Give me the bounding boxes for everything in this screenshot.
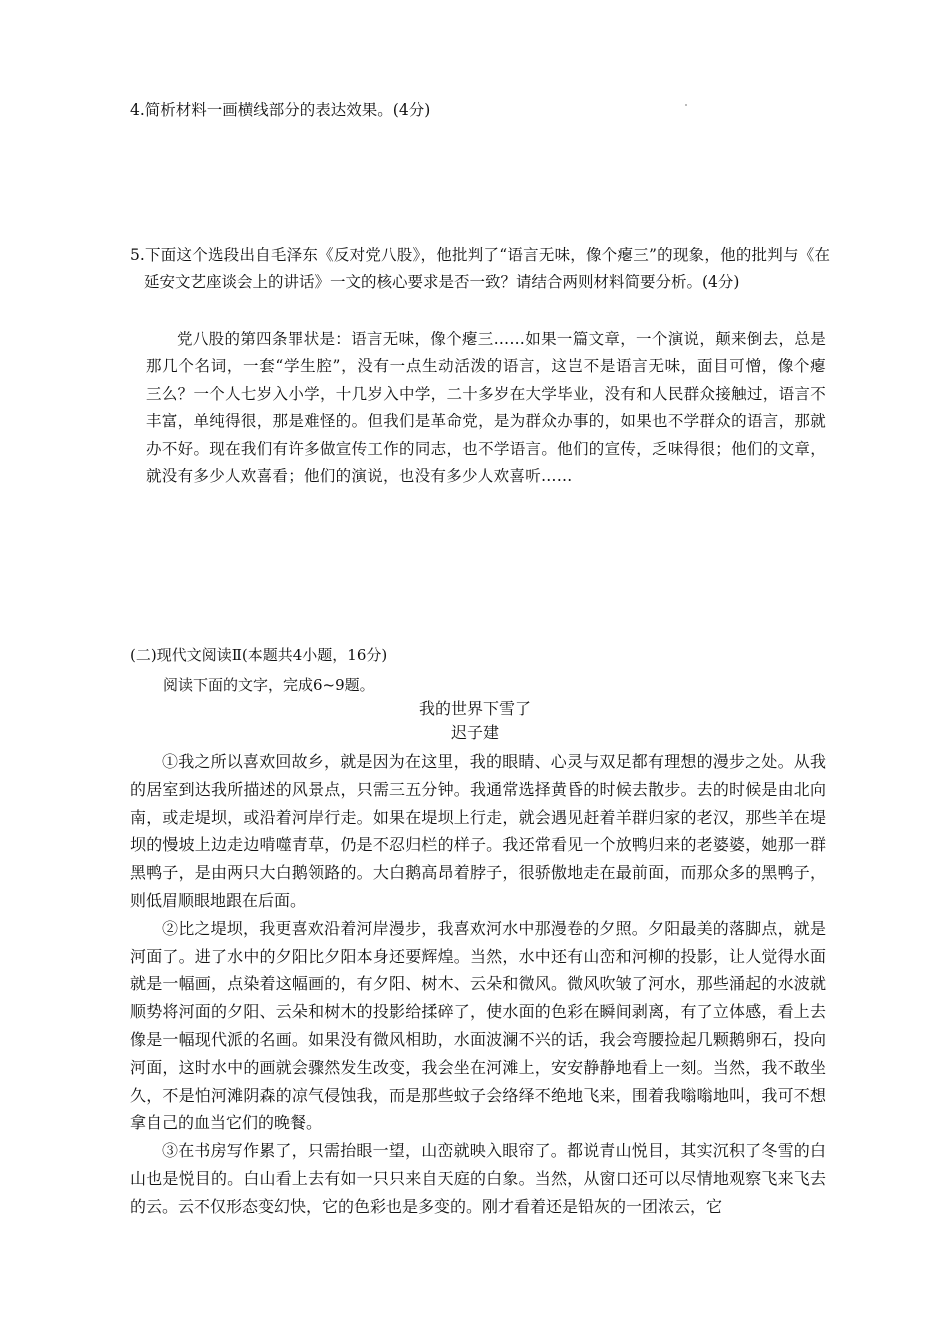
stray-mark <box>685 104 687 106</box>
question-4-text: 4.简析材料一画横线部分的表达效果。(4分) <box>130 101 431 119</box>
article-author: 迟子建 <box>450 723 499 742</box>
article-title: 我的世界下雪了 <box>418 699 531 718</box>
article-paragraph-3: ③在书房写作累了，只需抬眼一望，山峦就映入眼帘了。都说青山悦目，其实沉积了冬雪的白山也是悦目的。白山看上去有如一只只来自天庭的白象。当然，从窗口还可以尽情地观察飞来飞去的云。云不仅形态变幻快，它的色彩也是多变的。刚才看着还是铅灰的一团浓云，它 <box>130 1141 826 1216</box>
section-2-instruction: 阅读下面的文字，完成6~9题。 <box>163 676 375 694</box>
article-paragraph-2: ②比之堤坝，我更喜欢沿着河岸漫步，我喜欢河水中那漫卷的夕照。夕阳最美的落脚点，就是河面了。进了水中的夕阳比夕阳本身还要辉煌。当然，水中还有山峦和河柳的投影，让人觉得水面就是一幅画，点染着这幅画的，有夕阳、树木、云朵和微风。微风吹皱了河水，那些涌起的水波就顺势将河面的夕阳、云朵和树木的投影给揉碎了，使水面的色彩在瞬间剥离，有了立体感，看上去像是一幅现代派的名画。如果没有微风相助，水面波澜不兴的话，我会弯腰捡起几颗鹅卵石，投向河面，这时水中的画就会骤然发生改变，我会坐在河滩上，安安静静地看上一刻。当然，我不敢坐久，不是怕河滩阴森的凉气侵蚀我，而是那些蚊子会络绎不绝地飞来，围着我嗡嗡地叫，我可不想拿自己的血当它们的晚餐。 <box>130 918 826 1133</box>
article-paragraph-1: ①我之所以喜欢回故乡，就是因为在这里，我的眼睛、心灵与双足都有理想的漫步之处。从我的居室到达我所描述的风景点，只需三五分钟。我通常选择黄昏的时候去散步。去的时候是由北向南，或走堤坝，或沿着河岸行走。如果在堤坝上行走，就会遇见赶着羊群归家的老汉，那些羊在堤坝的慢坡上边走边啃噬青草，仍是不忍归栏的样子。我还常看见一个放鸭归来的老婆婆，她那一群黑鸭子，是由两只大白鹅领路的。大白鹅高昂着脖子，很骄傲地走在最前面，而那众多的黑鸭子，则低眉顺眼地跟在后面。 <box>130 752 826 910</box>
article-body <box>130 748 826 1221</box>
question-5-excerpt: 党八股的第四条罪状是：语言无味，像个瘪三……如果一篇文章，一个演说，颠来倒去，总是那几个名词，一套“学生腔”，没有一点生动活泼的语言，这岂不是语言无味，面目可憎，像个瘪三么？一个人七岁入小学，十几岁入中学，二十多岁在大学毕业，没有和人民群众接触过，语言不丰富，单纯得很，那是难怪的。但我们是革命党，是为群众办事的，如果也不学群众的语言，那就办不好。现在我们有许多做宣传工作的同志，也不学语言。他们的宣传，乏味得很；他们的文章，就没有多少人欢喜看；他们的演说，也没有多少人欢喜听…… <box>146 330 826 486</box>
question-4 <box>130 100 430 120</box>
question-5 <box>130 242 830 296</box>
question-5-text: 5.下面这个选段出自毛泽东《反对党八股》，他批判了“语言无味，像个瘪三”的现象，他的批判与《在延安文艺座谈会上的讲话》一文的核心要求是否一致？请结合两则材料简要分析。(4分) <box>130 246 830 291</box>
section-2-heading: (二)现代文阅读Ⅱ(本题共4小题，16分) <box>130 646 388 664</box>
